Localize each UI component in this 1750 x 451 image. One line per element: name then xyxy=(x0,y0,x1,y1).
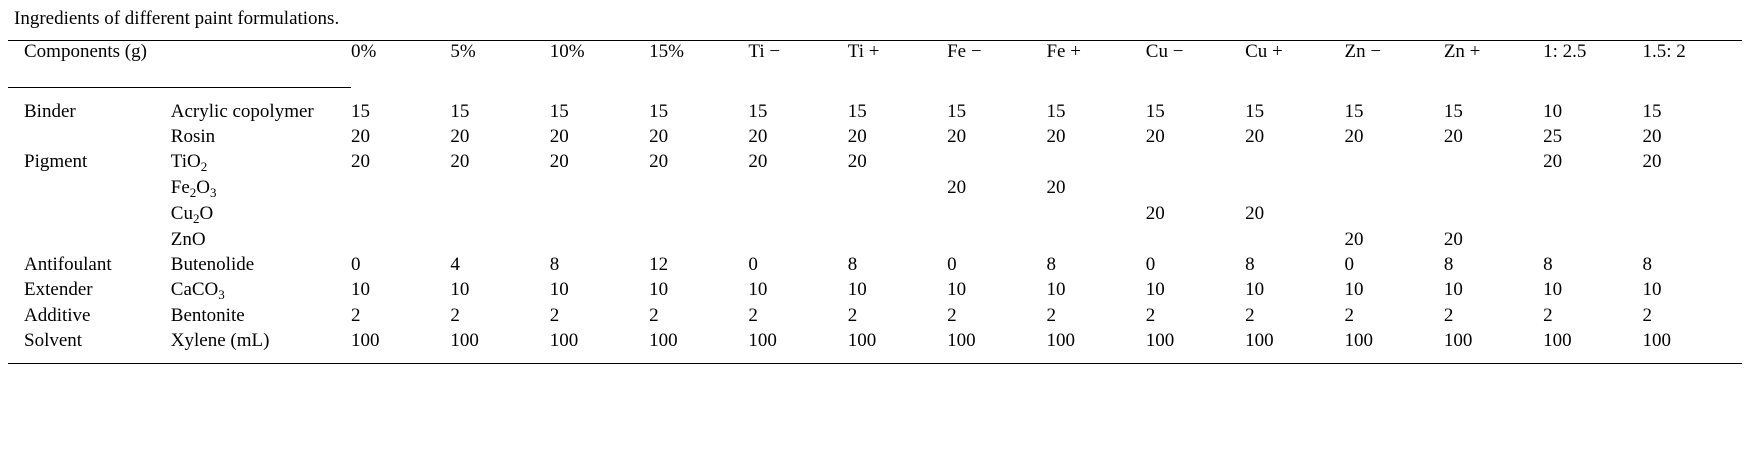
table-cell: 8 xyxy=(847,254,858,275)
table-cell xyxy=(1146,227,1245,252)
table-cell: 10 xyxy=(748,279,768,300)
table-cell: 20 xyxy=(1443,229,1463,250)
table-cell xyxy=(450,227,549,252)
table-cell: 100 xyxy=(748,330,777,351)
table-cell: 15 xyxy=(1443,101,1463,122)
table-cell: 20 xyxy=(1145,126,1165,147)
table-cell: 10 xyxy=(1543,101,1563,122)
table-cell: 8 xyxy=(1443,254,1454,275)
table-cell: 8 xyxy=(1642,254,1652,275)
table-cell: 10 xyxy=(649,279,669,300)
table-cell: 100 xyxy=(1543,330,1572,351)
table-cell: 25 xyxy=(1543,126,1563,147)
row-component-label: Butenolide xyxy=(170,254,255,275)
table-cell xyxy=(351,227,450,252)
table-cell xyxy=(748,175,847,201)
row-group-label: Antifoulant xyxy=(24,254,112,275)
table-row xyxy=(8,201,1742,227)
table-cell: 20 xyxy=(351,126,371,147)
table-row xyxy=(8,252,1742,277)
table-cell: 20 xyxy=(1245,203,1265,224)
table-cell xyxy=(1245,149,1344,175)
table-cell xyxy=(351,175,450,201)
table-cell: 20 xyxy=(847,151,867,172)
table-cell: 8 xyxy=(1245,254,1255,275)
table-cell: 10 xyxy=(847,279,867,300)
header-col-4: Ti − xyxy=(748,41,781,62)
table-cell: 20 xyxy=(549,151,569,172)
table-cell: 8 xyxy=(1543,254,1553,275)
table-cell: 20 xyxy=(450,151,470,172)
table-cell: 20 xyxy=(649,126,669,147)
table-cell: 2 xyxy=(549,305,560,326)
table-cell: 15 xyxy=(947,101,967,122)
table-cell: 2 xyxy=(748,305,758,326)
row-component-label: CaCO$_3$ xyxy=(170,279,225,302)
table-cell xyxy=(1245,175,1344,201)
table-cell xyxy=(1046,227,1145,252)
row-group-label xyxy=(8,175,163,201)
table-cell: 15 xyxy=(1245,101,1265,122)
table-row xyxy=(8,149,1742,175)
table-cell: 2 xyxy=(1642,305,1652,326)
table-row xyxy=(8,124,1742,149)
table-cell: 15 xyxy=(649,101,669,122)
table-cell xyxy=(848,201,947,227)
table-body xyxy=(8,88,1742,354)
table-cell: 20 xyxy=(1344,229,1364,250)
table-cell xyxy=(1444,201,1543,227)
table-cell xyxy=(1146,149,1245,175)
table-cell: 15 xyxy=(847,101,867,122)
table-cell: 100 xyxy=(549,330,579,351)
table-cell: 100 xyxy=(1245,330,1274,351)
table-cell: 10 xyxy=(1443,279,1463,300)
row-component-label: $Cu_2O$ xyxy=(170,203,214,226)
header-col-1: 5% xyxy=(450,41,476,62)
table-cell: 20 xyxy=(1443,126,1463,147)
table-cell: 2 xyxy=(1344,305,1354,326)
header-components: Components (g) xyxy=(8,41,163,88)
header-col-8: Cu − xyxy=(1145,41,1184,62)
table-cell: 100 xyxy=(1046,330,1075,351)
table-cell: 100 xyxy=(1145,330,1175,351)
table-cell: 2 xyxy=(1245,305,1255,326)
table-cell xyxy=(550,175,649,201)
header-col-10: Zn − xyxy=(1344,41,1382,62)
table-cell: 20 xyxy=(947,177,967,198)
table-cell xyxy=(1643,227,1743,252)
table-cell: 2 xyxy=(1046,305,1056,326)
table-cell xyxy=(947,201,1046,227)
table-cell: 2 xyxy=(1543,305,1553,326)
table-cell xyxy=(1643,175,1743,201)
table-cell xyxy=(1543,201,1642,227)
row-group-label xyxy=(8,124,163,149)
table-cell: 20 xyxy=(1642,126,1662,147)
table-cell xyxy=(748,227,847,252)
table-cell: 20 xyxy=(549,126,569,147)
table-cell: 20 xyxy=(1046,126,1066,147)
table-cell: 15 xyxy=(1145,101,1165,122)
row-group-label: Additive xyxy=(24,305,91,326)
table-cell: 20 xyxy=(1245,126,1265,147)
table-caption: Ingredients of different paint formulations. xyxy=(14,8,340,29)
table-cell: 100 xyxy=(1642,330,1671,351)
table-cell xyxy=(649,201,748,227)
table-cell xyxy=(748,201,847,227)
table-cell xyxy=(351,201,450,227)
formulations-table xyxy=(8,41,1742,353)
table-header-row xyxy=(8,41,1742,88)
row-group-label: Binder xyxy=(24,101,76,122)
table-cell: 0 xyxy=(947,254,957,275)
table-cell: 20 xyxy=(947,126,967,147)
table-bottom-rule xyxy=(8,363,1742,364)
table-cell: 10 xyxy=(1046,279,1066,300)
header-col-2: 10% xyxy=(549,41,585,62)
header-col-11: Zn + xyxy=(1443,41,1481,62)
header-components-sub xyxy=(163,41,351,88)
table-cell: 20 xyxy=(450,126,470,147)
table-cell: 2 xyxy=(351,305,361,326)
table-cell: 2 xyxy=(649,305,659,326)
row-component-label: Rosin xyxy=(170,126,216,147)
table-cell xyxy=(1344,149,1443,175)
table-cell xyxy=(649,175,748,201)
header-col-12: 1: 2.5 xyxy=(1543,41,1587,62)
row-component-label: ZnO xyxy=(170,229,206,250)
table-cell: 10 xyxy=(450,279,470,300)
table-cell xyxy=(848,175,947,201)
table-cell xyxy=(947,227,1046,252)
table-cell: 10 xyxy=(1344,279,1364,300)
table-cell: 100 xyxy=(649,330,678,351)
row-group-label: Solvent xyxy=(24,330,83,351)
table-cell: 8 xyxy=(549,254,560,275)
table-cell xyxy=(1146,175,1245,201)
table-cell: 10 xyxy=(1642,279,1662,300)
table-cell: 0 xyxy=(1145,254,1156,275)
table-cell: 100 xyxy=(947,330,976,351)
table-cell: 8 xyxy=(1046,254,1056,275)
table-cell: 2 xyxy=(450,305,460,326)
header-col-13: 1.5: 2 xyxy=(1642,41,1686,62)
table-cell: 12 xyxy=(649,254,669,275)
header-col-6: Fe − xyxy=(947,41,982,62)
table-cell: 20 xyxy=(1543,151,1563,172)
table-cell: 0 xyxy=(1344,254,1354,275)
table-cell: 20 xyxy=(351,151,371,172)
table-cell: 0 xyxy=(748,254,758,275)
table-cell: 20 xyxy=(847,126,867,147)
row-group-label xyxy=(8,201,163,227)
table-cell: 0 xyxy=(351,254,361,275)
table-cell: 20 xyxy=(748,151,768,172)
table-cell: 2 xyxy=(847,305,858,326)
table-cell xyxy=(1643,201,1743,227)
table-cell: 20 xyxy=(748,126,768,147)
table-cell: 10 xyxy=(549,279,569,300)
table-cell xyxy=(1543,175,1642,201)
table-cell xyxy=(1444,149,1543,175)
table-cell xyxy=(450,201,549,227)
table-cell xyxy=(1344,175,1443,201)
row-component-label: Xylene (mL) xyxy=(170,330,270,351)
table-cell: 100 xyxy=(1443,330,1473,351)
table-cell xyxy=(1543,227,1642,252)
row-component-label: TiO$_2$ xyxy=(170,151,208,174)
table-cell: 20 xyxy=(1344,126,1364,147)
table-cell: 10 xyxy=(351,279,371,300)
row-group-label: Extender xyxy=(24,279,93,300)
table-cell xyxy=(1444,175,1543,201)
row-group-label xyxy=(8,227,163,252)
header-col-0: 0% xyxy=(351,41,377,62)
table-row xyxy=(8,277,1742,303)
table-cell: 15 xyxy=(1046,101,1066,122)
header-col-5: Ti + xyxy=(847,41,880,62)
table-row xyxy=(8,227,1742,252)
table-cell: 20 xyxy=(649,151,669,172)
table-cell: 10 xyxy=(947,279,967,300)
table-cell: 100 xyxy=(450,330,479,351)
row-component-label: Acrylic copolymer xyxy=(170,101,314,122)
table-cell: 4 xyxy=(450,254,460,275)
table-cell xyxy=(550,201,649,227)
row-group-label: Pigment xyxy=(24,151,88,172)
table-cell: 10 xyxy=(1543,279,1563,300)
table-cell: 100 xyxy=(1344,330,1373,351)
table-cell: 15 xyxy=(351,101,371,122)
table-cell xyxy=(848,227,947,252)
table-cell: 15 xyxy=(450,101,470,122)
table-cell xyxy=(450,175,549,201)
table-cell: 10 xyxy=(1145,279,1165,300)
table-cell: 2 xyxy=(1145,305,1156,326)
table-cell: 15 xyxy=(748,101,768,122)
table-cell: 10 xyxy=(1245,279,1265,300)
table-cell xyxy=(1046,201,1145,227)
table-cell: 20 xyxy=(1046,177,1066,198)
table-cell xyxy=(550,227,649,252)
row-component-label: $Fe_2O_3$ xyxy=(170,177,217,200)
table-row xyxy=(8,328,1742,353)
table-cell: 20 xyxy=(1642,151,1662,172)
table-cell xyxy=(947,149,1046,175)
table-row xyxy=(8,175,1742,201)
table-cell: 100 xyxy=(351,330,380,351)
table-cell xyxy=(1046,149,1145,175)
table-cell: 2 xyxy=(1443,305,1454,326)
header-col-7: Fe + xyxy=(1046,41,1081,62)
header-col-9: Cu + xyxy=(1245,41,1283,62)
table-cell: 20 xyxy=(1145,203,1165,224)
table-cell xyxy=(1344,201,1443,227)
header-col-3: 15% xyxy=(649,41,684,62)
table-cell: 15 xyxy=(1642,101,1662,122)
table-cell: 15 xyxy=(549,101,569,122)
row-component-label: Bentonite xyxy=(170,305,245,326)
table-cell: 2 xyxy=(947,305,957,326)
table-row xyxy=(8,303,1742,328)
table-cell: 15 xyxy=(1344,101,1364,122)
table-cell xyxy=(1245,227,1344,252)
table-row xyxy=(8,88,1742,125)
table-cell: 100 xyxy=(847,330,877,351)
table-cell xyxy=(649,227,748,252)
